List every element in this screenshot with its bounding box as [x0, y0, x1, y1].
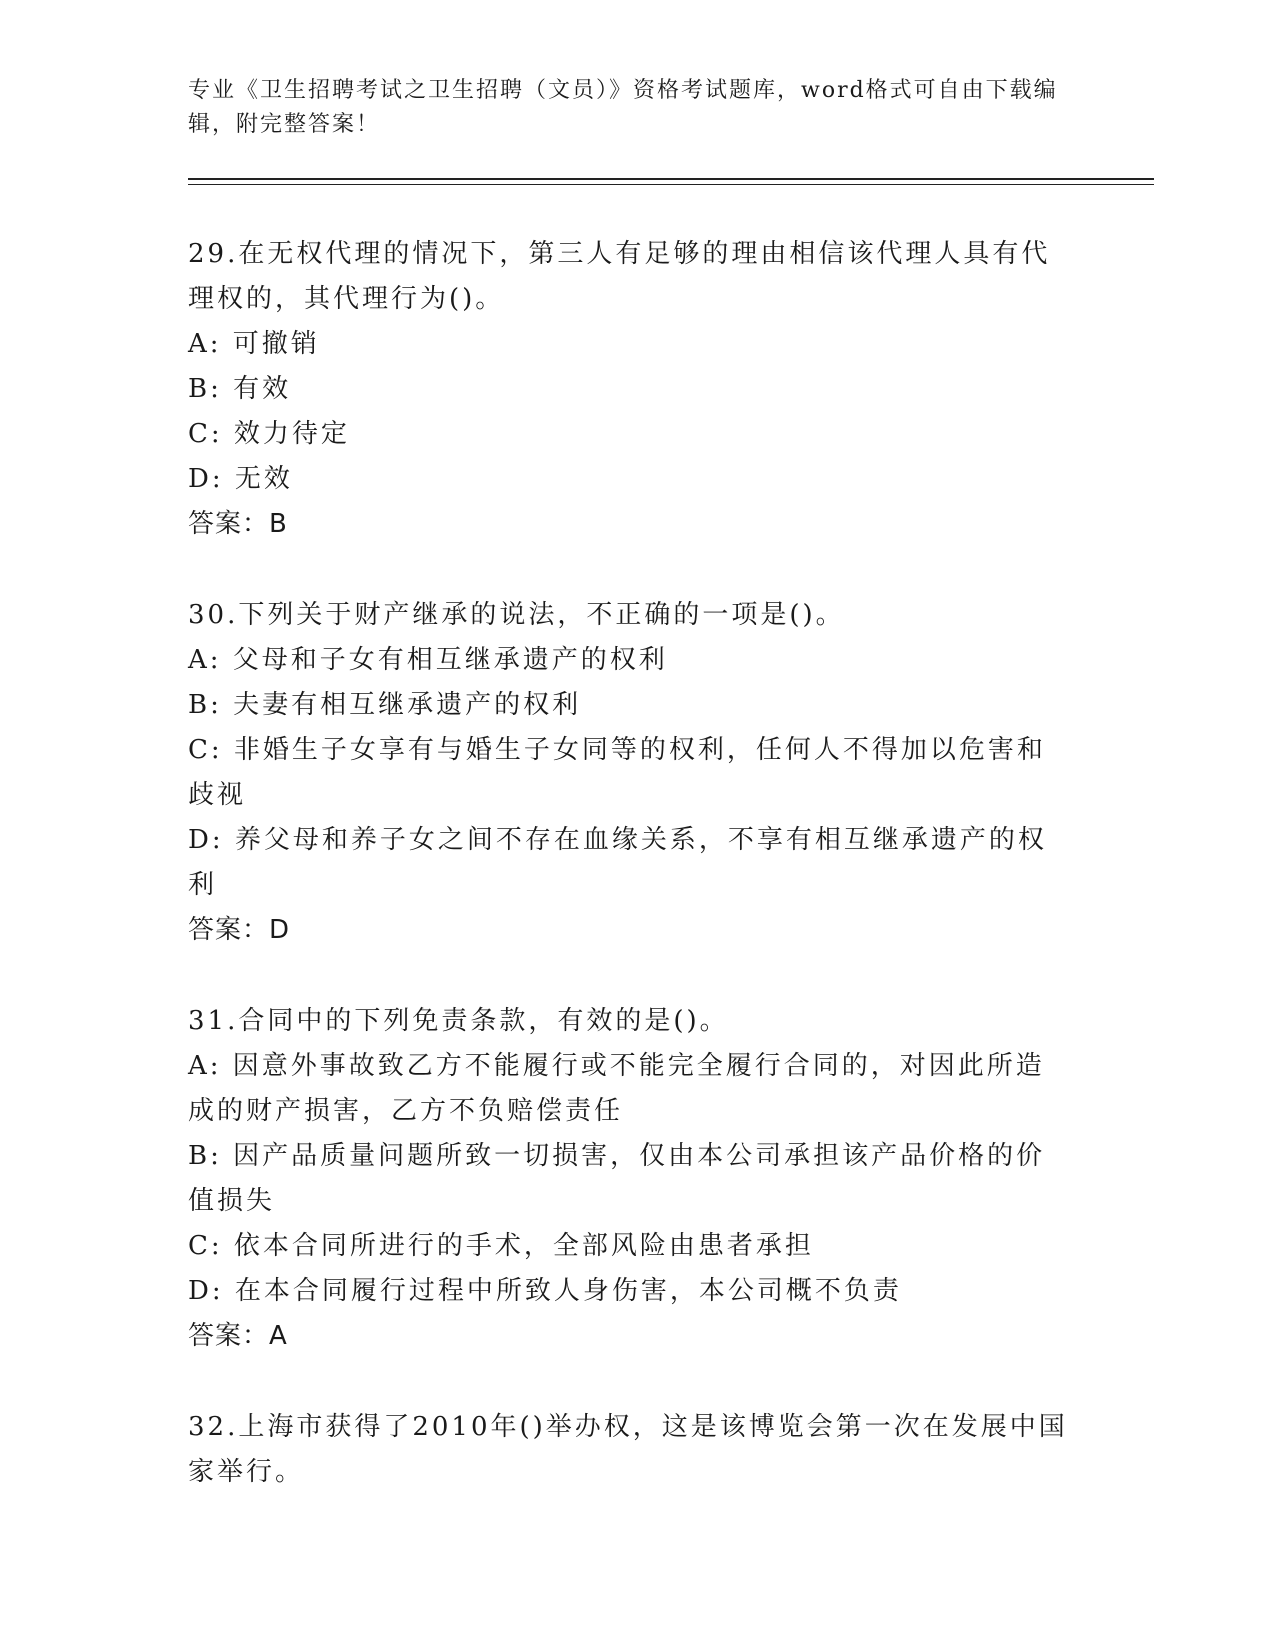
question-31: [188, 999, 1068, 1359]
option-d: D: 无效: [188, 464, 293, 494]
option-d: D: 养父母和养子女之间不存在血缘关系，不享有相互继承遗产的权利: [188, 825, 1047, 900]
question-32: [188, 1405, 1068, 1495]
answer: 答案：A: [188, 1321, 288, 1351]
option-b: B: 有效: [188, 374, 292, 404]
option-a: A: 父母和子女有相互继承遗产的权利: [188, 645, 668, 675]
option-d: D: 在本合同履行过程中所致人身伤害，本公司概不负责: [188, 1276, 902, 1306]
question-stem: 29.在无权代理的情况下，第三人有足够的理由相信该代理人具有代理权的，其代理行为()。: [188, 239, 1051, 314]
question-list: [188, 232, 1068, 1541]
question-stem: 30.下列关于财产继承的说法，不正确的一项是()。: [188, 600, 845, 630]
option-c: C: 效力待定: [188, 419, 350, 449]
question-30: [188, 593, 1068, 953]
option-b: B: 因产品质量问题所致一切损害，仅由本公司承担该产品价格的价值损失: [188, 1141, 1046, 1216]
question-29: [188, 232, 1068, 547]
answer: 答案：B: [188, 509, 288, 539]
option-a: A: 可撤销: [188, 329, 320, 359]
header-rule-thin: [188, 184, 1154, 185]
header-rule: [188, 178, 1154, 180]
question-stem: 31.合同中的下列免责条款，有效的是()。: [188, 1006, 729, 1036]
option-c: C: 非婚生子女享有与婚生子女同等的权利，任何人不得加以危害和歧视: [188, 735, 1046, 810]
option-b: B: 夫妻有相互继承遗产的权利: [188, 690, 582, 720]
option-a: A: 因意外事故致乙方不能履行或不能完全履行合同的，对因此所造成的财产损害，乙方不负赔偿责任: [188, 1051, 1045, 1126]
option-c: C: 依本合同所进行的手术，全部风险由患者承担: [188, 1231, 814, 1261]
question-stem: 32.上海市获得了2010年()举办权，这是该博览会第一次在发展中国家举行。: [188, 1412, 1068, 1487]
header-note: 专业《卫生招聘考试之卫生招聘（文员）》资格考试题库，word格式可自由下载编辑，附完整答案！: [188, 78, 1058, 137]
answer: 答案：D: [188, 915, 291, 945]
